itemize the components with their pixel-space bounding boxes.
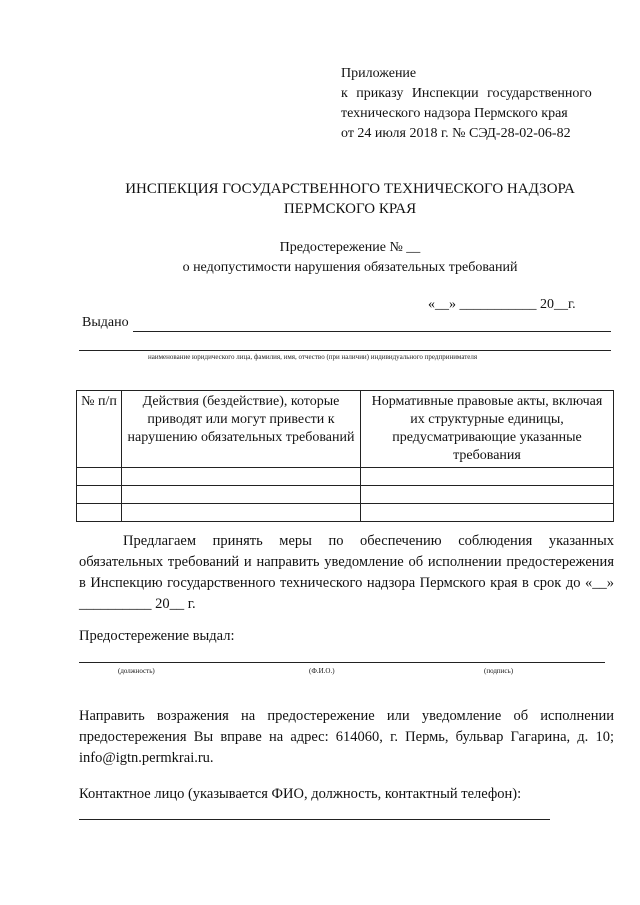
issued-to-caption: наименование юридического лица, фамилия, имя, отчество (при наличии) индивидуального предпринимателя xyxy=(148,353,478,361)
column-header-number: № п/п xyxy=(77,391,122,468)
issued-label: Выдано xyxy=(82,315,129,330)
table-cell xyxy=(122,468,361,486)
issuer-position-caption: (должность) xyxy=(118,667,155,675)
column-header-legal-acts: Нормативные правовые акты, включая их структурные единицы, предусматривающие указанные требования xyxy=(361,391,614,468)
table-cell xyxy=(361,468,614,486)
organization-name-line2: ПЕРМСКОГО КРАЯ xyxy=(283,201,417,217)
objection-text: Направить возражения на предостережение или уведомление об исполнении предостережения Вы вправе на адрес: 614060, г. Пермь, бульвар Гагарина, д. 10; info@igtn.permkrai.ru. xyxy=(79,708,614,766)
table-cell xyxy=(77,468,122,486)
annex-title: Приложение xyxy=(341,66,417,81)
requirements-table xyxy=(76,390,614,522)
document-subtitle: о недопустимости нарушения обязательных требований xyxy=(182,260,518,275)
table-row xyxy=(77,504,614,522)
table-cell xyxy=(77,504,122,522)
table-row xyxy=(77,468,614,486)
table-cell xyxy=(77,486,122,504)
column-header-actions: Действия (бездействие), которые приводят или могут привести к нарушению обязательных требований xyxy=(122,391,361,468)
table-cell xyxy=(122,504,361,522)
issuer-signature-caption: (подпись) xyxy=(484,667,514,675)
contact-field xyxy=(79,819,550,820)
organization-name-line1: ИНСПЕКЦИЯ ГОСУДАРСТВЕННОГО ТЕХНИЧЕСКОГО НАДЗОРА xyxy=(125,181,575,197)
table-header-row xyxy=(77,391,614,468)
issued-to-field xyxy=(133,331,611,332)
table-cell xyxy=(361,504,614,522)
date-line: «__» ___________ 20__г. xyxy=(428,297,576,312)
annex-order-ref: к приказу Инспекции государственного xyxy=(341,86,592,101)
annex-order-date: от 24 июля 2018 г. № СЭД-28-02-06-82 xyxy=(341,126,571,141)
table-cell xyxy=(122,486,361,504)
proposal-text: Предлагаем принять меры по обеспечению соблюдения указанных обязательных требований и направить уведомление об исполнении предостережения в Инспекцию государственного технического надзора Пермского края в срок до «__» __________ 20__ г. xyxy=(79,533,614,612)
table-row xyxy=(77,486,614,504)
document-title: Предостережение № __ xyxy=(279,240,421,255)
issuer-signature-line xyxy=(79,662,605,663)
issuer-name-caption: (Ф.И.О.) xyxy=(309,667,335,675)
annex-block xyxy=(341,64,592,144)
issued-to-field-2 xyxy=(79,350,611,351)
annex-order-ref-cont: технического надзора Пермского края xyxy=(341,106,568,121)
contact-label: Контактное лицо (указывается ФИО, должность, контактный телефон): xyxy=(79,786,522,802)
issuer-label: Предостережение выдал: xyxy=(79,628,235,644)
objection-paragraph xyxy=(79,706,614,769)
proposal-paragraph xyxy=(79,531,614,615)
table-cell xyxy=(361,486,614,504)
